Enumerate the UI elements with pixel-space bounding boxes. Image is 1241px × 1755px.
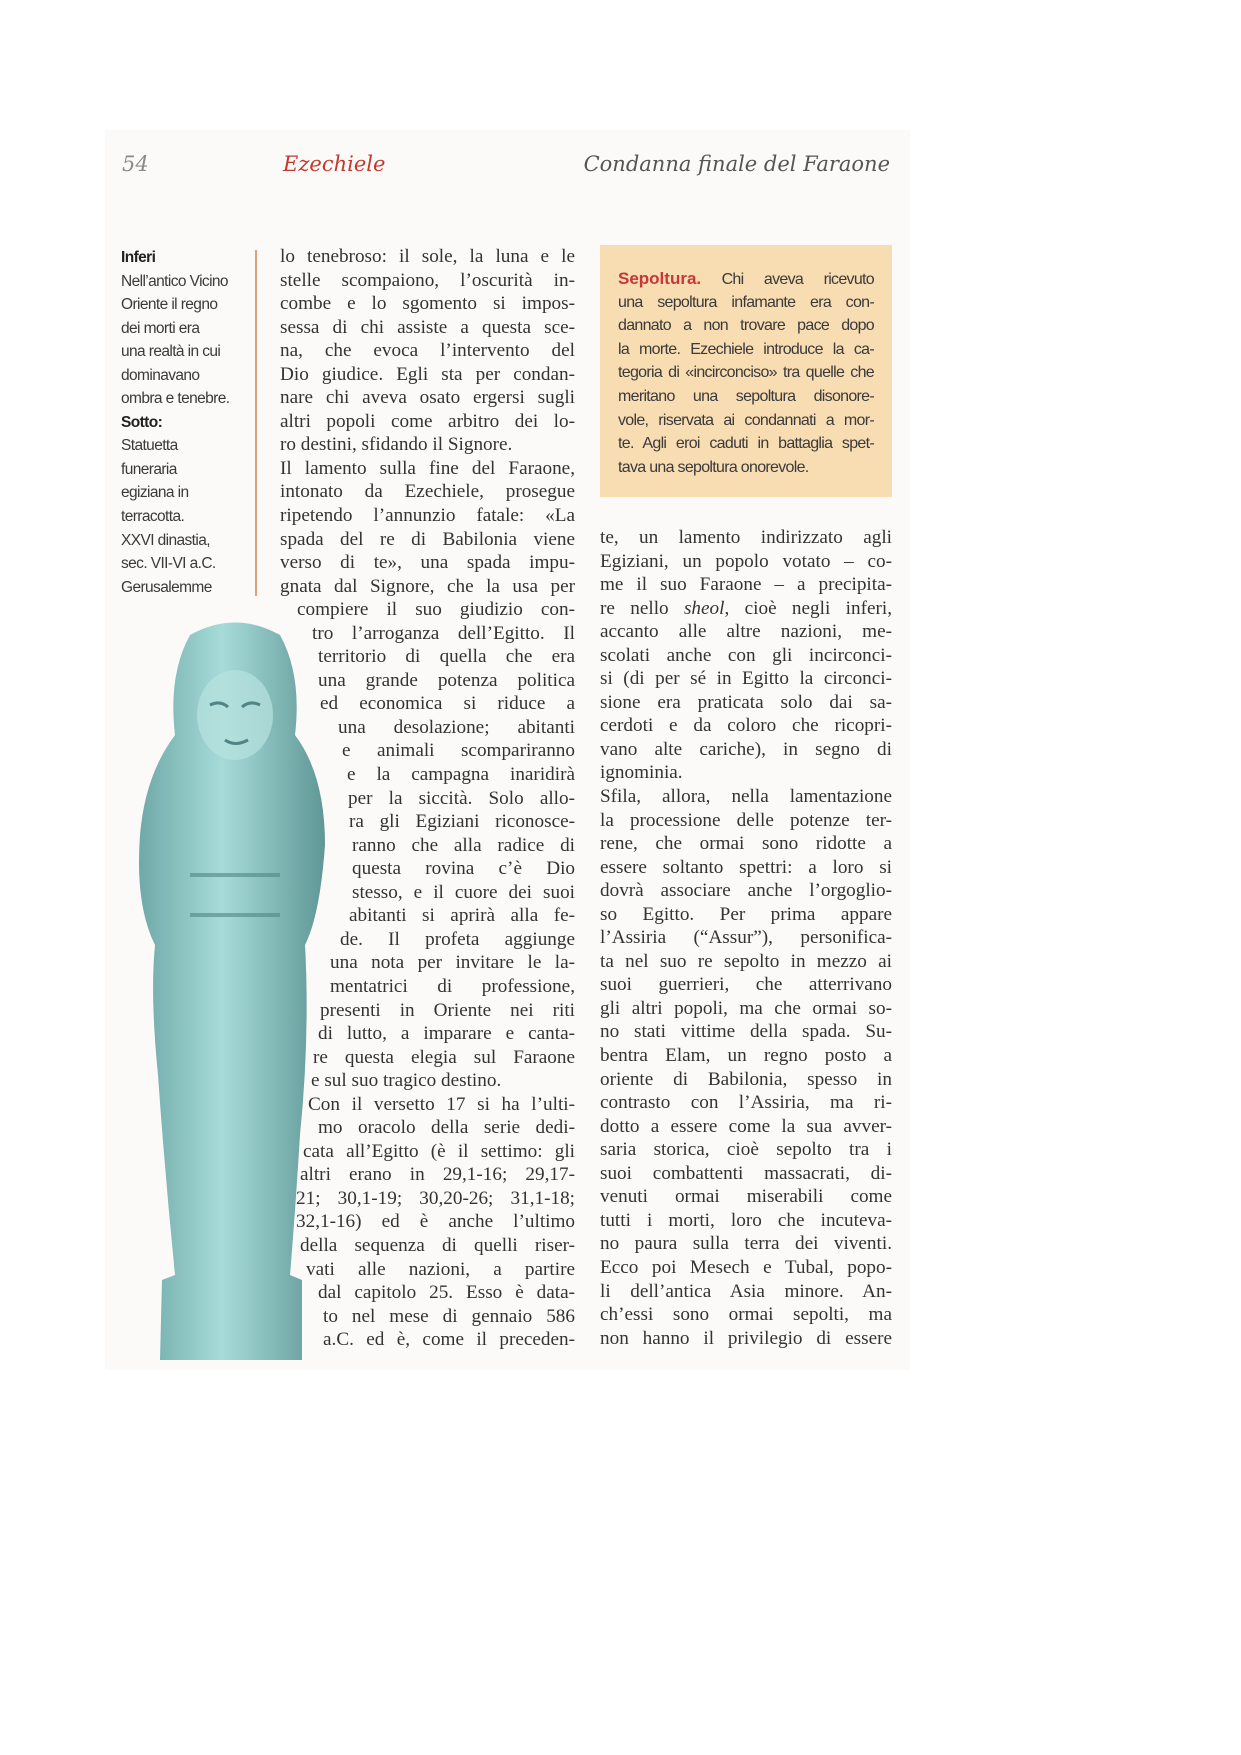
text-line: dotto a essere come la sua avver-	[600, 1115, 892, 1137]
text-line: gnata dal Signore, che la usa per	[280, 575, 575, 597]
text-line: suoi combattenti massacrati, di-	[600, 1162, 892, 1184]
text-line: sione era praticata solo dai sa-	[600, 691, 892, 713]
sidebar-line: dominavano	[121, 366, 200, 384]
sidebar-line: Nell’antico Vicino	[121, 272, 228, 290]
text-line: de. Il profeta aggiunge	[340, 928, 575, 950]
text-line: ch’essi sono ormai sepolti, ma	[600, 1304, 892, 1326]
text-line: tro l’arroganza dell’Egitto. Il	[312, 622, 575, 644]
text-line: l’Assiria (“Assur”), personifica-	[600, 927, 892, 949]
text-line: una desolazione; abitanti	[338, 716, 575, 738]
running-head-book: Ezechiele	[283, 152, 386, 176]
text-line: una grande potenza politica	[318, 669, 575, 691]
box-first-line: Chi aveva ricevuto	[701, 271, 874, 288]
italic-term: sheol	[683, 597, 725, 619]
text-line: per la siccità. Solo allo-	[348, 787, 575, 809]
statuette-image	[130, 615, 340, 1365]
text-line: rene, che ormai sono ridotte a	[600, 833, 892, 855]
text-line: della sequenza di quelli riser-	[300, 1234, 575, 1256]
text-line: Il lamento sulla fine del Faraone,	[280, 457, 575, 479]
text-line: so Egitto. Per prima appare	[600, 903, 892, 925]
sidebar-line: egiziana in	[121, 484, 189, 502]
text-line: vano alte cariche), in segno di	[600, 738, 892, 760]
text-line: abitanti si aprirà alla fe-	[349, 905, 575, 927]
text-line: compiere il suo giudizio con-	[297, 599, 575, 621]
box-line: meritano una sepoltura disonore-	[618, 387, 874, 405]
text-line: ed economica si riduce a	[320, 693, 575, 715]
text-line: 21; 30,1-19; 30,20-26; 31,1-18;	[296, 1187, 575, 1209]
sidebar-line: XXVI dinastia,	[121, 531, 210, 549]
text-line: ro destini, sfidando il Signore.	[280, 434, 513, 456]
text-line: altri popoli come arbitro dei lo-	[280, 410, 575, 432]
sidebar-line: Oriente il regno	[121, 296, 218, 314]
text-line: non hanno il privilegio di essere	[600, 1327, 892, 1349]
text-line: verso di te», una spada impu-	[280, 552, 575, 574]
text-line	[600, 597, 892, 621]
text-line: e animali scompariranno	[342, 740, 575, 762]
text-line: Egiziani, un popolo votato – co-	[600, 550, 892, 572]
box-line: una sepoltura infamante era con-	[618, 293, 874, 311]
text-line: suoi guerrieri, che atterrivano	[600, 974, 892, 996]
text-line: 32,1-16) ed è anche l’ultimo	[296, 1211, 575, 1233]
sepoltura-box-text	[618, 267, 874, 479]
text-line: essere soltanto spettri: a loro si	[600, 856, 892, 878]
page-number: 54	[122, 152, 149, 176]
text-line: venuti ormai miserabili come	[600, 1186, 892, 1208]
text-line: oriente di Babilonia, spesso in	[600, 1068, 892, 1090]
text-line: to nel mese di gennaio 586	[323, 1305, 575, 1327]
text-line: na, che evoca l’intervento del	[280, 340, 575, 362]
text-line: no paura sulla terra dei viventi.	[600, 1233, 892, 1255]
text-line: combe e lo sgomento si impos-	[280, 293, 575, 315]
text-line: intonato da Ezechiele, prosegue	[280, 481, 575, 503]
text-line: dovrà associare anche l’orgoglio-	[600, 880, 892, 902]
text-line: stelle scompaiono, l’oscurità in-	[280, 269, 575, 291]
text-line: tutti i morti, loro che incuteva-	[600, 1209, 892, 1231]
text-line: ripetendo l’annunzio fatale: «La	[280, 505, 575, 527]
text-line: scolati anche con gli incirconci-	[600, 644, 892, 666]
text-line: li dell’antica Asia minore. An-	[600, 1280, 892, 1302]
text-line: mentatrici di professione,	[330, 975, 575, 997]
text-span: , cioè negli inferi,	[724, 597, 892, 619]
text-line: sessa di chi assiste a questa sce-	[280, 316, 575, 338]
sidebar-line: Gerusalemme	[121, 578, 212, 596]
text-line: altri erano in 29,1-16; 29,17-	[300, 1164, 575, 1186]
text-line: contrasto con l’Assiria, ma ri-	[600, 1092, 892, 1114]
text-line: accanto alle altre nazioni, me-	[600, 621, 892, 643]
text-line: te, un lamento indirizzato agli	[600, 527, 892, 548]
text-line: cerdoti e da coloro che ricopri-	[600, 715, 892, 737]
sidebar-heading: Sotto:	[121, 413, 163, 431]
text-line: cata all’Egitto (è il settimo: gli	[303, 1140, 575, 1162]
text-line: vati alle nazioni, a partire	[306, 1258, 575, 1280]
sidebar-line: terracotta.	[121, 508, 185, 526]
text-line: questa rovina c’è Dio	[352, 858, 575, 880]
text-line: dal capitolo 25. Esso è data-	[318, 1282, 575, 1304]
running-head-chapter: Condanna finale del Faraone	[583, 152, 890, 176]
text-line: e sul suo tragico destino.	[311, 1070, 502, 1092]
sidebar-divider	[255, 250, 257, 596]
text-span: re nello	[600, 597, 684, 619]
text-line: Ecco poi Mesech e Tubal, popo-	[600, 1256, 892, 1278]
right-column	[600, 526, 892, 1350]
sidebar-line: funeraria	[121, 460, 177, 478]
text-line: Sfila, allora, nella lamentazione	[600, 786, 892, 808]
text-line: gli altri popoli, ma che ormai so-	[600, 997, 892, 1019]
text-line: mo oracolo della serie dedi-	[318, 1117, 575, 1139]
text-line: a.C. ed è, come il preceden-	[323, 1329, 575, 1351]
text-line: ta nel suo re sepolto in mezzo ai	[600, 950, 892, 972]
text-line: stesso, e il cuore dei suoi	[352, 881, 575, 903]
text-line: la processione delle potenze ter-	[600, 809, 892, 831]
text-line: e la campagna inaridirà	[347, 764, 575, 786]
text-line: nare chi aveva osato ergersi sugli	[280, 387, 575, 409]
text-line: no stati vittime della spada. Su-	[600, 1021, 892, 1043]
sidebar-line: sec. VII-VI a.C.	[121, 555, 216, 573]
sidebar-line: Statuetta	[121, 437, 178, 455]
box-line: la morte. Ezechiele introduce la ca-	[618, 340, 874, 358]
text-line: Dio giudice. Egli sta per condan-	[280, 363, 575, 385]
text-line: spada del re di Babilonia viene	[280, 528, 575, 550]
text-line: Con il versetto 17 si ha l’ulti-	[308, 1093, 575, 1115]
box-keyword: Sepoltura.	[618, 269, 702, 288]
text-line: bentra Elam, un regno posto a	[600, 1045, 892, 1067]
text-line: ranno che alla radice di	[352, 834, 575, 856]
text-line: presenti in Oriente nei riti	[320, 999, 575, 1021]
sidebar-line: ombra e tenebre.	[121, 390, 230, 408]
text-line: una nota per invitare le la-	[330, 952, 575, 974]
box-line: tegoria di «incirconciso» tra quelle che	[618, 364, 874, 382]
text-line: di lutto, a imparare e canta-	[318, 1023, 575, 1045]
text-line: ra gli Egiziani riconosce-	[349, 811, 575, 833]
sidebar-line: una realtà in cui	[121, 343, 221, 361]
sidebar-caption	[121, 246, 251, 599]
text-line: ignominia.	[600, 762, 683, 784]
box-line: vole, riservata ai condannati a mor-	[618, 411, 874, 429]
sidebar-line: dei morti era	[121, 319, 200, 337]
text-line: re questa elegia sul Faraone	[313, 1046, 575, 1068]
box-line: tava una sepoltura onorevole.	[618, 458, 809, 476]
text-line: lo tenebroso: il sole, la luna e le	[280, 246, 575, 267]
text-line: saria storica, cioè sepolto tra i	[600, 1139, 892, 1161]
box-line: dannato a non trovare pace dopo	[618, 317, 874, 335]
text-line: si (di per sé in Egitto la circonci-	[600, 668, 892, 690]
sidebar-heading: Inferi	[121, 249, 156, 266]
box-line	[618, 267, 874, 291]
box-line: te. Agli eroi caduti in battaglia spet-	[618, 435, 874, 453]
text-line: me il suo Faraone – a precipita-	[600, 574, 892, 596]
text-line: territorio di quella che era	[318, 646, 575, 668]
